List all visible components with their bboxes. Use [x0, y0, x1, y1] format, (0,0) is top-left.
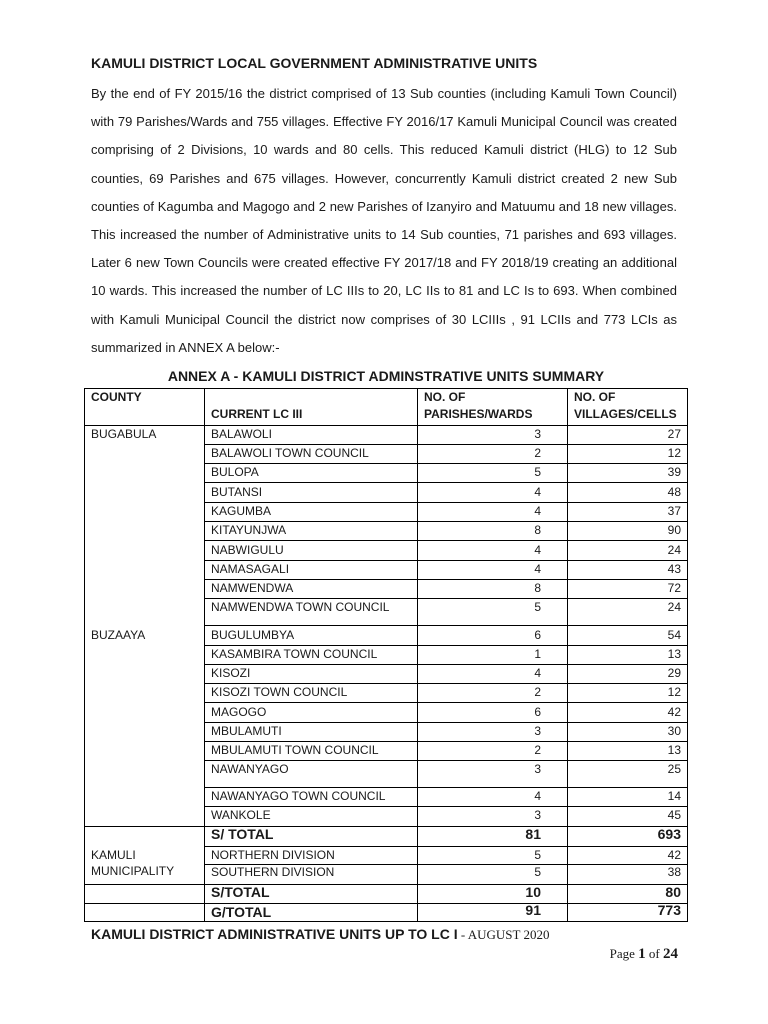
row-name: NAWANYAGO	[211, 762, 289, 776]
row-parishes: 5	[534, 848, 541, 862]
row-villages: 90	[667, 523, 681, 537]
row-villages: 42	[667, 848, 681, 862]
table-divider	[85, 884, 687, 885]
subtotal-label: S/ TOTAL	[211, 826, 274, 842]
row-parishes: 5	[534, 465, 541, 479]
page-number	[610, 946, 678, 963]
row-parishes: 4	[534, 485, 541, 499]
row-name: BALAWOLI	[211, 427, 272, 441]
row-name: BALAWOLI TOWN COUNCIL	[211, 446, 369, 460]
table-divider	[204, 722, 687, 723]
table-divider	[204, 806, 687, 807]
row-villages: 27	[667, 427, 681, 441]
table-divider	[204, 625, 687, 626]
grand-total-label: G/TOTAL	[211, 904, 272, 920]
footer-title-text: KAMULI DISTRICT ADMINISTRATIVE UNITS UP TO LC I	[91, 926, 458, 942]
grand-total-parishes: 91	[525, 902, 541, 918]
row-parishes: 4	[534, 562, 541, 576]
row-villages: 39	[667, 465, 681, 479]
page-of: of	[645, 946, 663, 961]
county-bugabula: BUGABULA	[91, 427, 157, 441]
row-villages: 43	[667, 562, 681, 576]
table-divider	[204, 598, 687, 599]
row-villages: 29	[667, 666, 681, 680]
table-divider	[204, 560, 687, 561]
header-county: COUNTY	[91, 390, 142, 404]
row-name: KISOZI TOWN COUNCIL	[211, 685, 348, 699]
row-villages: 48	[667, 485, 681, 499]
row-villages: 14	[667, 789, 681, 803]
row-villages: 30	[667, 724, 681, 738]
row-parishes: 3	[534, 724, 541, 738]
row-name: BULOPA	[211, 465, 259, 479]
municipality-subtotal-label: S/TOTAL	[211, 884, 270, 900]
row-parishes: 4	[534, 543, 541, 557]
row-parishes: 2	[534, 685, 541, 699]
header-current-lc3: CURRENT LC III	[211, 407, 303, 421]
annex-title: ANNEX A - KAMULI DISTRICT ADMINSTRATIVE UNITS SUMMARY	[167, 368, 605, 384]
header-villages-line1: NO. OF	[574, 390, 616, 404]
table-divider	[204, 664, 687, 665]
row-name: BUTANSI	[211, 485, 263, 499]
row-parishes: 5	[534, 600, 541, 614]
row-name: SOUTHERN DIVISION	[211, 865, 335, 879]
annex-table	[84, 388, 688, 922]
row-villages: 12	[667, 446, 681, 460]
header-parishes-line2: PARISHES/WARDS	[424, 407, 533, 421]
row-name: KAGUMBA	[211, 504, 272, 518]
row-villages: 54	[667, 628, 681, 642]
row-parishes: 3	[534, 762, 541, 776]
row-name: NAMWENDWA	[211, 581, 294, 595]
table-divider	[85, 826, 687, 827]
row-villages: 24	[667, 543, 681, 557]
subtotal-villages: 693	[657, 826, 681, 842]
table-divider	[204, 846, 687, 847]
row-villages: 13	[667, 647, 681, 661]
footer-title	[91, 926, 549, 943]
row-name: WANKOLE	[211, 808, 271, 822]
table-divider	[85, 903, 687, 904]
row-parishes: 6	[534, 628, 541, 642]
row-parishes: 4	[534, 789, 541, 803]
header-parishes-line1: NO. OF	[424, 390, 466, 404]
municipality-subtotal-villages: 80	[665, 884, 681, 900]
row-villages: 37	[667, 504, 681, 518]
table-divider	[204, 645, 687, 646]
row-villages: 24	[667, 600, 681, 614]
row-name: MBULAMUTI	[211, 724, 282, 738]
row-parishes: 3	[534, 808, 541, 822]
table-divider	[204, 787, 687, 788]
row-parishes: 8	[534, 581, 541, 595]
row-name: KITAYUNJWA	[211, 523, 287, 537]
table-divider	[204, 463, 687, 464]
table-divider	[204, 683, 687, 684]
row-name: KISOZI	[211, 666, 251, 680]
row-parishes: 2	[534, 446, 541, 460]
row-parishes: 8	[534, 523, 541, 537]
row-villages: 25	[667, 762, 681, 776]
county-municipality-line2: MUNICIPALITY	[91, 864, 175, 878]
table-divider	[204, 482, 687, 483]
row-villages: 45	[667, 808, 681, 822]
page-current: 1	[638, 946, 646, 962]
row-name: NAMASAGALI	[211, 562, 290, 576]
row-parishes: 2	[534, 743, 541, 757]
row-parishes: 6	[534, 705, 541, 719]
table-divider	[204, 741, 687, 742]
county-buzaaya: BUZAAYA	[91, 628, 146, 642]
county-municipality-line1: KAMULI	[91, 848, 136, 862]
row-villages: 38	[667, 865, 681, 879]
row-villages: 72	[667, 581, 681, 595]
header-villages-line2: VILLAGES/CELLS	[574, 407, 677, 421]
row-name: NAWANYAGO TOWN COUNCIL	[211, 789, 386, 803]
row-villages: 13	[667, 743, 681, 757]
row-villages: 42	[667, 705, 681, 719]
row-villages: 12	[667, 685, 681, 699]
table-divider	[567, 389, 568, 922]
row-name: NORTHERN DIVISION	[211, 848, 335, 862]
grand-total-villages: 773	[657, 902, 681, 918]
footer-date: - AUGUST 2020	[457, 927, 550, 942]
page-total: 24	[663, 946, 678, 962]
row-name: BUGULUMBYA	[211, 628, 295, 642]
table-divider	[204, 702, 687, 703]
row-parishes: 4	[534, 666, 541, 680]
table-divider	[85, 425, 687, 426]
row-name: MAGOGO	[211, 705, 267, 719]
subtotal-parishes: 81	[525, 826, 541, 842]
table-divider	[204, 579, 687, 580]
row-parishes: 3	[534, 427, 541, 441]
intro-paragraph: By the end of FY 2015/16 the district comprised of 13 Sub counties (including Kamuli Town Council) with 79 Parishes/Wards and 755 villages. Effective FY 2016/17 Kamuli Municipal Council was created comprising of 2 Divisions, 10 wards and 80 cells. This reduced Kamuli district (HLG) to 12 Sub counties, 69 Parishes and 675 villages. However, concurrently Kamuli district created 2 new Sub counties of Kagumba and Magogo and 2 new Parishes of Izanyiro and Matuumu and 18 new villages. This increased the number of Administrative units to 14 Sub counties, 71 parishes and 693 villages. Later 6 new Town Councils were created effective FY 2017/18 and FY 2018/19 creating an additional 10 wards. This increased the number of LC IIIs to 20, LC IIs to 81 and LC Is to 693. When combined with Kamuli Municipal Council the district now comprises of 30 LCIIIs , 91 LCIIs and 773 LCIs as summarized in ANNEX A below:-	[91, 86, 677, 355]
row-parishes: 1	[534, 647, 541, 661]
row-name: KASAMBIRA TOWN COUNCIL	[211, 647, 378, 661]
table-divider	[204, 521, 687, 522]
row-name: MBULAMUTI TOWN COUNCIL	[211, 743, 379, 757]
document-title: KAMULI DISTRICT LOCAL GOVERNMENT ADMINISTRATIVE UNITS	[91, 55, 538, 71]
table-divider	[204, 502, 687, 503]
table-divider	[204, 540, 687, 541]
table-divider	[204, 389, 205, 922]
table-divider	[204, 444, 687, 445]
row-name: NABWIGULU	[211, 543, 284, 557]
table-divider	[204, 760, 687, 761]
row-parishes: 4	[534, 504, 541, 518]
table-divider	[417, 389, 418, 922]
row-name: NAMWENDWA TOWN COUNCIL	[211, 600, 390, 614]
row-parishes: 5	[534, 865, 541, 879]
page-word: Page	[609, 946, 639, 961]
municipality-subtotal-parishes: 10	[525, 884, 541, 900]
